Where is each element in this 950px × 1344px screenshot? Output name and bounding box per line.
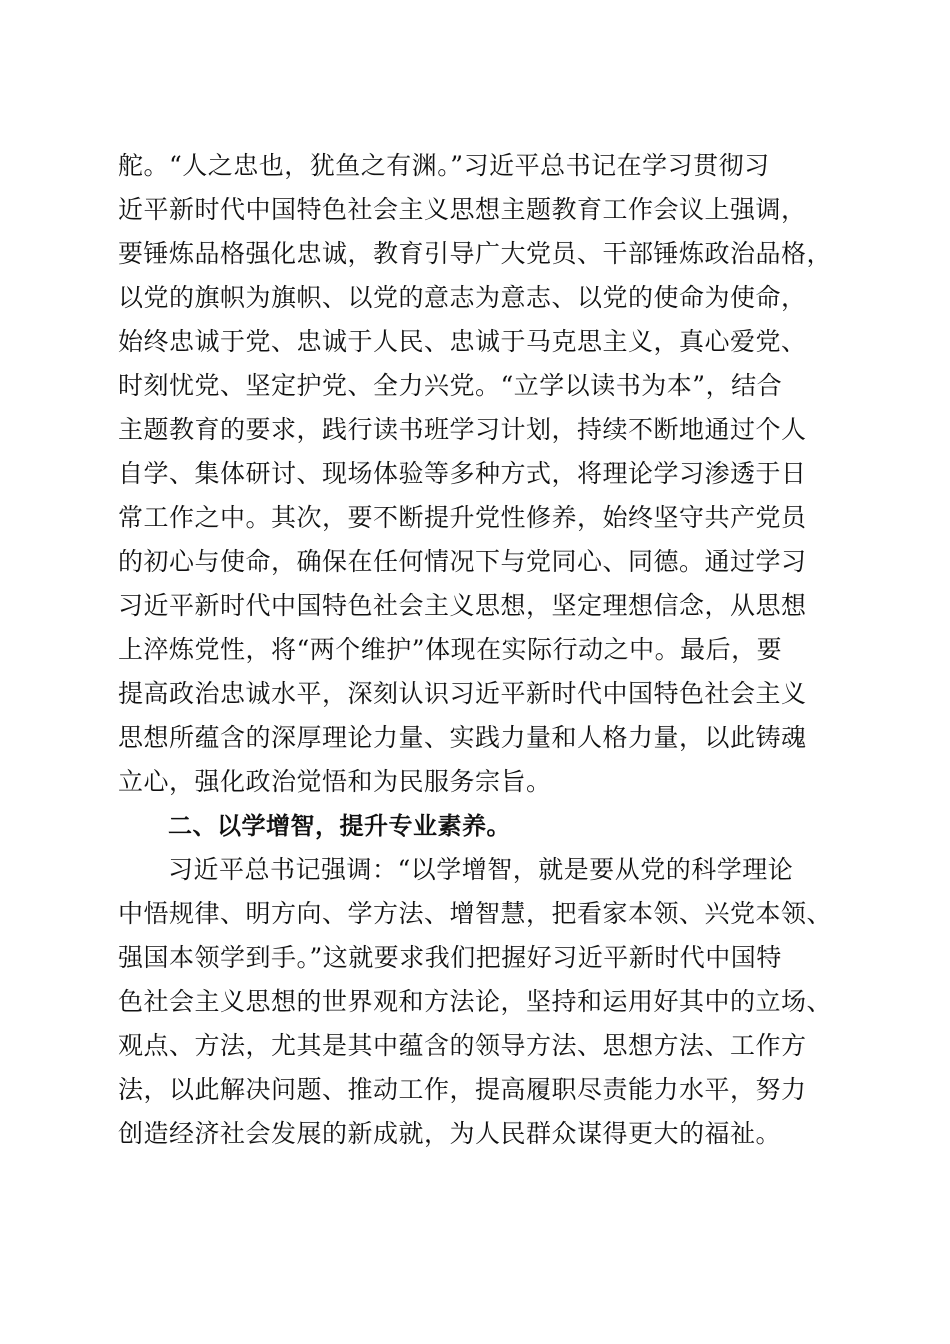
text-line: 创造经济社会发展的新成就，为人民群众谋得更大的福祉。 (118, 1119, 782, 1148)
text-line: 始终忠诚于党、忠诚于人民、忠诚于马克思主义，真心爱党、 (118, 327, 807, 356)
text-line: 思想所蕴含的深厚理论力量、实践力量和人格力量，以此铸魂 (118, 723, 807, 752)
text-line: 提高政治忠诚水平，深刻认识习近平新时代中国特色社会主义 (118, 679, 807, 708)
section-heading: 二、以学增智，提升专业素养。 (168, 812, 511, 840)
text-line: 舵。“人之忠也，犹鱼之有渊。”习近平总书记在学习贯彻习 (118, 151, 770, 180)
text-line: 的初心与使命，确保在任何情况下与党同心、同德。通过学习 (118, 547, 807, 576)
text-line: 习近平新时代中国特色社会主义思想，坚定理想信念，从思想 (118, 591, 807, 620)
text-line: 主题教育的要求，践行读书班学习计划，持续不断地通过个人 (118, 415, 807, 444)
text-line: 习近平总书记强调：“以学增智，就是要从党的科学理论 (168, 855, 794, 884)
text-line: 中悟规律、明方向、学方法、增智慧，把看家本领、兴党本领、 (118, 899, 833, 928)
text-line: 近平新时代中国特色社会主义思想主题教育工作会议上强调， (118, 195, 807, 224)
text-line: 常工作之中。其次，要不断提升党性修养，始终坚守共产党员 (118, 503, 807, 532)
text-line: 法，以此解决问题、推动工作，提高履职尽责能力水平，努力 (118, 1075, 807, 1104)
text-line: 时刻忧党、坚定护党、全力兴党。“立学以读书为本”，结合 (118, 371, 783, 400)
text-line: 上淬炼党性，将“两个维护”体现在实际行动之中。最后，要 (118, 635, 783, 664)
text-line: 自学、集体研讨、现场体验等多种方式，将理论学习渗透于日 (118, 459, 807, 488)
text-line: 观点、方法，尤其是其中蕴含的领导方法、思想方法、工作方 (118, 1031, 807, 1060)
text-line: 强国本领学到手。”这就要求我们把握好习近平新时代中国特 (118, 943, 782, 972)
text-line: 立心，强化政治觉悟和为民服务宗旨。 (118, 767, 552, 796)
text-line: 色社会主义思想的世界观和方法论，坚持和运用好其中的立场、 (118, 987, 833, 1016)
text-line: 要锤炼品格强化忠诚，教育引导广大党员、干部锤炼政治品格， (118, 239, 833, 268)
text-line: 以党的旗帜为旗帜、以党的意志为意志、以党的使命为使命， (118, 283, 807, 312)
